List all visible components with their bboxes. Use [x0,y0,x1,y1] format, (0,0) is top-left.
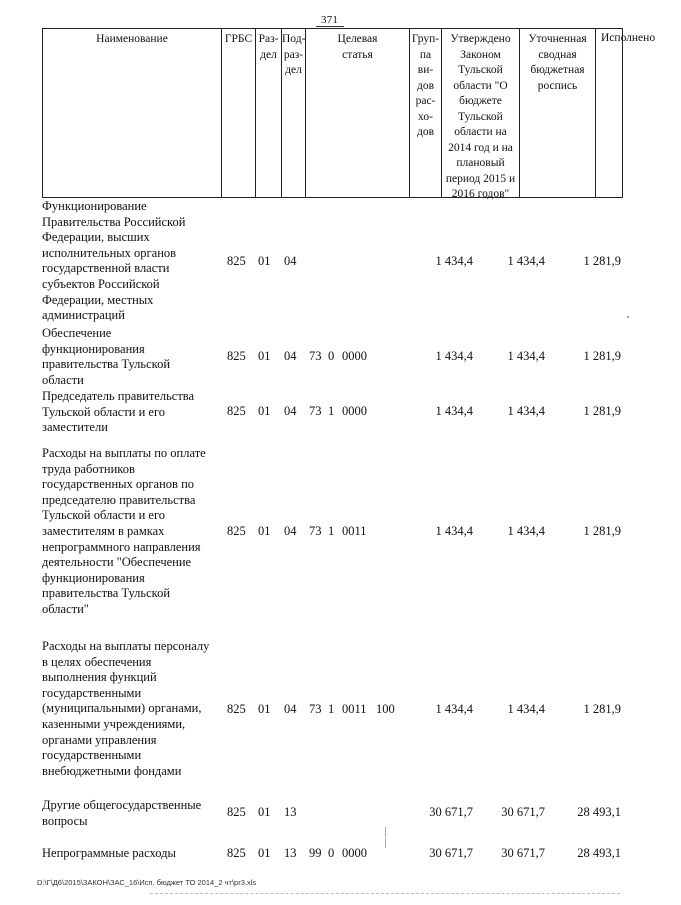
file-path-footer: D:\Г\Д6\2015\ЗАКОН\ЗАС_16\Исп. бюджет ТО 2014_2 чт\pr3.xls [37,878,257,887]
cell-cs-subprogram: 1 [328,524,335,538]
cell-utochnennaya: 1 434,4 [507,524,545,538]
header-podrazdel: Под- раз- дел [281,29,305,197]
row-name: Функционирование Правительства Российской Федерации, высших исполнительных органов государственной власти субъектов Российской Федерации, местных администраций [42,199,186,323]
cell-gruppa: 100 [376,702,395,716]
header-grbs: ГРБС [221,29,255,197]
cell-utverzhdeno: 30 671,7 [429,846,473,860]
row-name: Расходы на выплаты по оплате труда работников государственных органов по председателю правительства Тульской области и его заместителям в рамках непрограммного направления деятельности "Обеспечение функционирования правительства Тульской области" [42,446,206,616]
cell-razdel: 01 [258,524,271,538]
cell-utochnennaya: 1 434,4 [507,702,545,716]
cell-podrazdel: 04 [284,524,297,538]
cell-utochnennaya: 1 434,4 [507,404,545,418]
cell-cs-program: 73 [309,524,322,538]
cell-podrazdel: 04 [284,702,297,716]
header-ispolneno-label: Исполнено [601,32,656,44]
cell-grbs: 825 [227,702,246,716]
header-gruppa-vidov-rashodov: Груп- па ви- дов рас- хо- дов [409,29,441,197]
cell-cs-subprogram: 0 [328,349,335,363]
scan-tick-mark [385,827,386,837]
cell-ispolneno: 1 281,9 [583,254,621,268]
cell-razdel: 01 [258,254,271,268]
cell-ispolneno: 28 493,1 [577,805,621,819]
header-utochnennaya-rospis: Уточненная сводная бюджетная роспись [519,29,595,197]
cell-cs-program: 73 [309,702,322,716]
cell-razdel: 01 [258,404,271,418]
cell-cs-program: 99 [309,846,322,860]
row-name: Другие общегосударственные вопросы [42,798,202,828]
cell-grbs: 825 [227,349,246,363]
row-name: Председатель правительства Тульской области и его заместители [42,389,195,435]
cell-cs-program: 73 [309,349,322,363]
cell-grbs: 825 [227,524,246,538]
cell-podrazdel: 13 [284,805,297,819]
cell-podrazdel: 04 [284,254,297,268]
cell-utverzhdeno: 1 434,4 [435,404,473,418]
cell-cs-direction: 0011 [342,524,367,538]
row-name: Непрограммные расходы [42,846,176,860]
cell-razdel: 01 [258,805,271,819]
header-celevaya-statya: Целевая статья [305,29,409,197]
cell-cs-direction: 0000 [342,349,367,363]
cell-utverzhdeno: 30 671,7 [429,805,473,819]
cell-cs-subprogram: 0 [328,846,335,860]
cell-utverzhdeno: 1 434,4 [435,702,473,716]
row-name: Обеспечение функционирования правительства Тульской области [42,326,171,387]
cell-ispolneno: 1 281,9 [583,349,621,363]
scan-speck [627,316,629,318]
header-razdel: Раз- дел [255,29,281,197]
cell-razdel: 01 [258,349,271,363]
cell-utverzhdeno: 1 434,4 [435,524,473,538]
cell-razdel: 01 [258,846,271,860]
cell-utochnennaya: 30 671,7 [501,846,545,860]
cell-ispolneno: 1 281,9 [583,702,621,716]
cell-cs-direction: 0011 [342,702,367,716]
cell-cs-direction: 0000 [342,404,367,418]
cell-utochnennaya: 1 434,4 [507,349,545,363]
cell-cs-subprogram: 1 [328,404,335,418]
header-name: Наименование [96,33,168,45]
cell-ispolneno: 1 281,9 [583,404,621,418]
cell-grbs: 825 [227,846,246,860]
row-name: Расходы на выплаты персоналу в целях обеспечения выполнения функций государственными (муниципальными) органами, казенными учреждениями, органами управления государственными внебюджетными фондами [42,639,210,778]
cell-podrazdel: 04 [284,349,297,363]
cell-grbs: 825 [227,404,246,418]
cell-grbs: 825 [227,805,246,819]
bottom-rule [150,893,620,894]
page-number: 371 [321,14,339,26]
cell-grbs: 825 [227,254,246,268]
table-header [42,28,656,200]
cell-ispolneno: 1 281,9 [583,524,621,538]
cell-razdel: 01 [258,702,271,716]
cell-utverzhdeno: 1 434,4 [435,254,473,268]
cell-cs-program: 73 [309,404,322,418]
cell-ispolneno: 28 493,1 [577,846,621,860]
header-utverzhdeno: Утверждено Законом Тульской области "О бюджете Тульской области на 2014 год и на плановый период 2015 и 2016 годов" [441,29,519,197]
page-number-underline [316,26,344,27]
header-ispolneno [595,29,624,197]
cell-cs-subprogram: 1 [328,702,335,716]
cell-cs-direction: 0000 [342,846,367,860]
cell-utochnennaya: 30 671,7 [501,805,545,819]
cell-podrazdel: 13 [284,846,297,860]
cell-utverzhdeno: 1 434,4 [435,349,473,363]
cell-podrazdel: 04 [284,404,297,418]
scan-tick-mark [385,838,386,848]
cell-utochnennaya: 1 434,4 [507,254,545,268]
